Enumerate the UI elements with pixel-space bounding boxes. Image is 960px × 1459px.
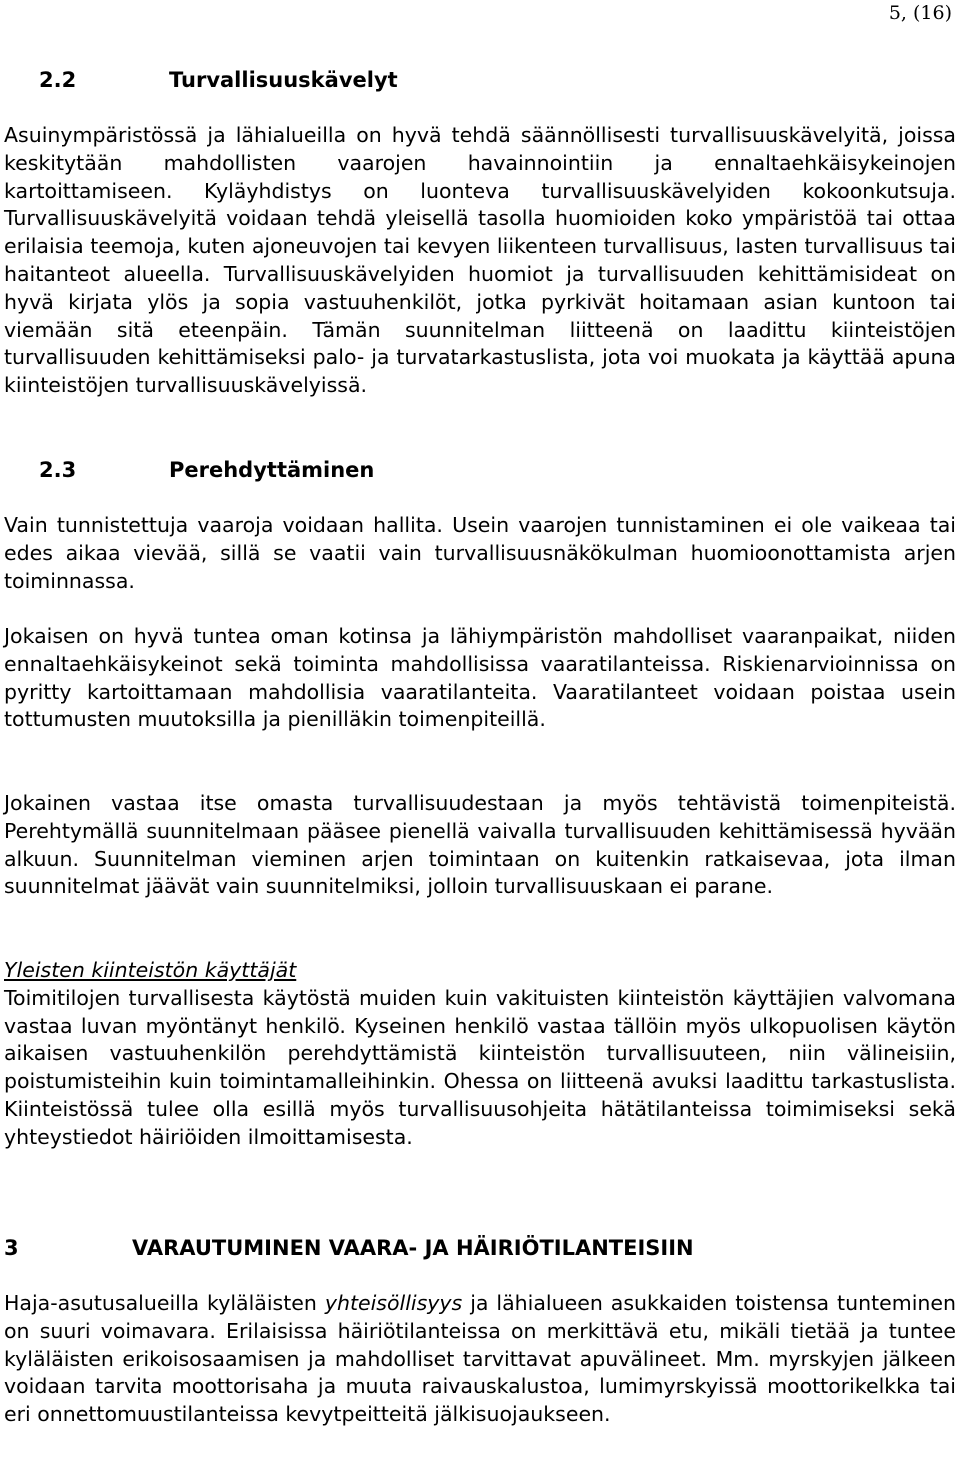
section-number: 2.2 [39,68,77,92]
paragraph-text: Haja-asutusalueilla kyläläisten [4,1291,325,1315]
section-2-3-paragraph-1 [4,512,956,595]
section-number: 2.3 [39,458,77,482]
subheading: Yleisten kiinteistön käyttäjät [4,958,297,982]
section-2-3-paragraph-3 [4,790,956,901]
paragraph-text: ja lähialueen asukkaiden toistensa tunteminen on suuri voimavara. Erilaisissa häiriötilanteissa on merkittävä etu, mikäli tietää ja tuntee kyläläisten erikoisosaamisen ja mahdolliset tarvittavat apuvälineet. Mm. myrskyjen jälkeen voidaan tarvita moottorisaha ja muuta raivauskalustoa, lumimyrskyissä moottorikelkka tai eri onnettomuustilanteissa kevytpeitteitä jälkisuojaukseen. [4,1291,956,1427]
section-title: Perehdyttäminen [169,458,375,482]
section-number: 3 [4,1236,19,1260]
section-heading-2-3 [39,456,939,484]
section-3-paragraph [4,1290,956,1429]
emphasized-text: yhteisöllisyys [324,1291,463,1315]
section-title: VARAUTUMINEN VAARA- JA HÄIRIÖTILANTEISIIN [132,1236,694,1260]
page-number: 5, (16) [888,2,952,24]
paragraph: Vain tunnistettuja vaaroja voidaan hallita. Usein vaarojen tunnistaminen ei ole vaikeaa tai edes aikaa vievää, sillä se vaatii vain turvallisuusnäkökulman huomioonottamista arjen toiminnassa. [4,513,956,593]
section-title: Turvallisuuskävelyt [169,68,398,92]
section-2-3-paragraph-2 [4,623,956,734]
section-2-2-paragraph [4,122,956,400]
paragraph: Asuinympäristössä ja lähialueilla on hyvä tehdä säännöllisesti turvallisuuskävelyitä, joissa keskitytään mahdollisten vaarojen havainnointiin ja ennaltaehkäisykeinojen kartoittamiseen. Kyläyhdistys on luonteva turvallisuuskävelyiden kokoonkutsuja. Turvallisuuskävelyitä voidaan tehdä yleisellä tasolla huomioiden koko ympäristöä tai ottaa erilaisia teemoja, kuten ajoneuvojen tai kevyen liikenteen turvallisuus, lasten turvallisuus tai haitanteot alueella. Turvallisuuskävelyiden huomiot ja turvallisuuden kehittämisideat on hyvä kirjata ylös ja sopia vastuuhenkilöt, jotka pyrkivät hoitamaan asian kuntoon tai viemään sitä eteenpäin. Tämän suunnitelman liitteenä on laadittu kiinteistöjen turvallisuuden kehittämiseksi palo- ja turvatarkastuslista, jota voi muokata ja käyttää apuna kiinteistöjen turvallisuuskävelyissä. [4,123,956,398]
subheading-block [4,957,956,1152]
section-heading-3 [4,1234,904,1262]
paragraph: Toimitilojen turvallisesta käytöstä muiden kuin vakituisten kiinteistön käyttäjien valvomana vastaa luvan myöntänyt henkilö. Kyseinen henkilö vastaa tällöin myös ulkopuolisen käytön aikaisen vastuuhenkilön perehdyttämistä kiinteistön turvallisuuteen, niin välineisiin, poistumisteihin kuin toimintamalleihinkin. Ohessa on liitteenä avuksi laadittu tarkastuslista. Kiinteistössä tulee olla esillä myös turvallisuusohjeita hätätilanteissa toimimiseksi sekä yhteystiedot häiriöiden ilmoittamisesta. [4,985,956,1149]
section-heading-2-2 [39,66,939,94]
paragraph: Jokaisen on hyvä tuntea oman kotinsa ja lähiympäristön mahdolliset vaaranpaikat, niiden ennaltaehkäisykeinot sekä toiminta mahdollisissa vaaratilanteissa. Riskienarvioinnissa on pyritty kartoittamaan mahdollisia vaaratilanteita. Vaaratilanteet voidaan poistaa usein tottumusten muutoksilla ja pienilläkin toimenpiteillä. [4,624,956,732]
paragraph: Jokainen vastaa itse omasta turvallisuudestaan ja myös tehtävistä toimenpiteistä. Perehtymällä suunnitelmaan pääsee pienellä vaivalla turvallisuuden kehittämisessä hyvään alkuun. Suunnitelman vieminen arjen toimintaan on kuitenkin ratkaisevaa, jota ilman suunnitelmat jäävät vain suunnitelmiksi, jolloin turvallisuuskaan ei parane. [4,791,956,899]
paragraph [4,1290,956,1429]
